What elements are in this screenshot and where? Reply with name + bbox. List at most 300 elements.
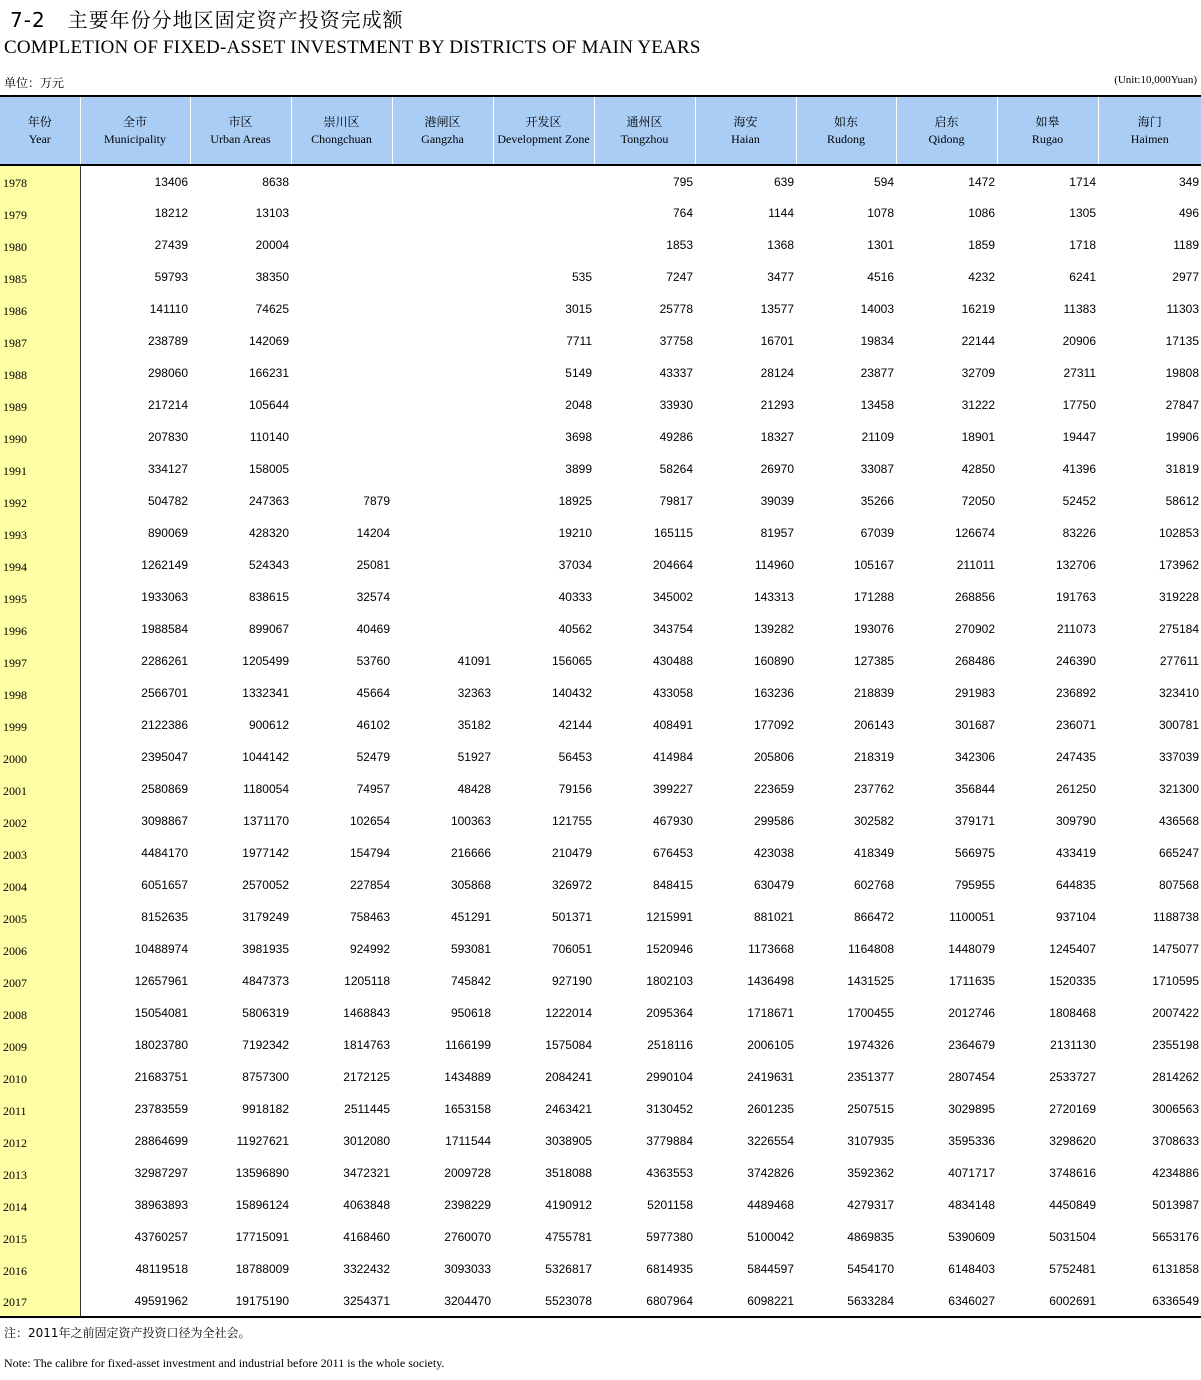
value-cell: 31819 [1165, 462, 1199, 476]
value-cell: 40562 [558, 622, 592, 636]
year-cell: 1993 [0, 517, 80, 549]
value-cell: 1711544 [445, 1134, 491, 1148]
value-cell: 433419 [1055, 846, 1096, 860]
table-row [0, 901, 1201, 933]
year-cell: 2012 [0, 1125, 80, 1157]
value-cell: 758463 [349, 910, 390, 924]
value-cell: 4279317 [847, 1198, 894, 1212]
value-cell [291, 453, 392, 485]
year-cell: 1990 [0, 421, 80, 453]
value-cell: 16219 [961, 302, 995, 316]
value-cell: 1575084 [545, 1038, 592, 1052]
value-cell [392, 517, 493, 549]
value-cell: 6814935 [646, 1262, 693, 1276]
value-cell: 38963893 [134, 1198, 188, 1212]
column-header-en: Municipality [104, 131, 166, 146]
column-header [493, 96, 594, 165]
value-cell: 2398229 [444, 1198, 491, 1212]
value-cell: 4168460 [343, 1230, 390, 1244]
value-cell: 2131130 [1050, 1038, 1096, 1052]
value-cell: 4489468 [747, 1198, 794, 1212]
value-cell: 206143 [853, 718, 894, 732]
value-cell: 6148403 [948, 1262, 995, 1276]
table-row [0, 869, 1201, 901]
value-cell: 3595336 [948, 1134, 995, 1148]
year-cell: 1978 [0, 165, 80, 197]
value-cell: 42144 [558, 718, 592, 732]
value-cell: 1144 [768, 206, 794, 220]
value-cell: 9918182 [242, 1102, 289, 1116]
value-cell: 3698 [565, 430, 592, 444]
value-cell: 5523078 [545, 1293, 592, 1308]
value-cell [392, 261, 493, 293]
year-cell: 2010 [0, 1061, 80, 1093]
value-cell: 18788009 [235, 1262, 289, 1276]
value-cell: 58264 [659, 462, 693, 476]
value-cell: 2566701 [141, 686, 188, 700]
value-cell: 899067 [248, 622, 289, 636]
value-cell: 467930 [652, 814, 693, 828]
value-cell: 5149 [565, 366, 592, 380]
value-cell: 42850 [961, 462, 995, 476]
value-cell: 428320 [248, 526, 289, 540]
value-cell: 4063848 [343, 1198, 390, 1212]
value-cell: 13406 [154, 174, 188, 189]
column-header [190, 96, 291, 165]
value-cell: 2048 [565, 398, 592, 412]
value-cell: 1520335 [1049, 974, 1096, 988]
value-cell: 59793 [154, 270, 188, 284]
value-cell: 7247 [666, 270, 693, 284]
table-row [0, 1221, 1201, 1253]
value-cell: 299586 [753, 814, 794, 828]
table-number: 7-2 [10, 8, 46, 32]
value-cell: 143313 [753, 590, 794, 604]
value-cell: 5390609 [948, 1230, 995, 1244]
column-header-en: Year [28, 131, 51, 146]
value-cell: 21109 [861, 430, 894, 444]
value-cell: 2012746 [948, 1006, 995, 1020]
value-cell: 17715091 [235, 1230, 289, 1244]
value-cell: 19210 [558, 526, 592, 540]
value-cell [392, 197, 493, 229]
value-cell: 3006563 [1152, 1102, 1199, 1116]
value-cell: 2518116 [647, 1038, 693, 1052]
value-cell: 644835 [1055, 878, 1096, 892]
value-cell: 504782 [147, 494, 188, 508]
page-title-cn [10, 4, 404, 33]
value-cell: 5326817 [545, 1262, 592, 1276]
value-cell [493, 165, 594, 197]
value-cell: 23783559 [134, 1102, 188, 1116]
value-cell: 1164808 [848, 942, 894, 956]
value-cell: 334127 [147, 462, 188, 476]
value-cell: 236892 [1055, 686, 1096, 700]
value-cell: 261250 [1055, 782, 1096, 796]
value-cell: 247363 [248, 494, 289, 508]
column-header-en: Haimen [1130, 131, 1169, 146]
year-cell: 2017 [0, 1285, 80, 1317]
value-cell [291, 261, 392, 293]
value-cell: 4847373 [242, 974, 289, 988]
value-cell: 191763 [1055, 590, 1096, 604]
year-cell: 1992 [0, 485, 80, 517]
value-cell: 4071717 [948, 1166, 995, 1180]
value-cell: 211073 [1056, 622, 1096, 636]
table-row [0, 933, 1201, 965]
table-row [0, 1125, 1201, 1157]
value-cell: 1700455 [847, 1006, 894, 1020]
value-cell: 3477 [767, 270, 794, 284]
value-cell [291, 293, 392, 325]
value-cell: 19808 [1165, 366, 1199, 380]
value-cell: 45664 [356, 686, 390, 700]
value-cell: 890069 [147, 526, 188, 540]
value-cell: 3742826 [747, 1166, 794, 1180]
value-cell: 43760257 [134, 1230, 188, 1244]
value-cell: 35182 [457, 718, 491, 732]
value-cell: 81957 [760, 526, 794, 540]
value-cell: 236071 [1055, 718, 1096, 732]
value-cell: 1368 [767, 238, 794, 252]
value-cell [392, 421, 493, 453]
year-cell: 1980 [0, 229, 80, 261]
value-cell: 166231 [248, 366, 289, 380]
value-cell: 337039 [1158, 750, 1199, 764]
value-cell: 4363553 [646, 1166, 693, 1180]
value-cell [392, 229, 493, 261]
value-cell: 53760 [356, 654, 390, 668]
value-cell: 218319 [853, 750, 894, 764]
value-cell: 139282 [753, 622, 794, 636]
value-cell: 2286261 [141, 654, 188, 668]
note-cn: 注：2011年之前固定资产投资口径为全社会。 [4, 1326, 251, 1340]
value-cell: 23877 [860, 366, 894, 380]
value-cell: 408491 [652, 718, 693, 732]
table-body [0, 165, 1201, 1317]
value-cell [392, 357, 493, 389]
value-cell: 26970 [760, 462, 794, 476]
value-cell: 4755781 [545, 1230, 592, 1244]
value-cell: 2533727 [1049, 1070, 1096, 1084]
value-cell: 3748616 [1049, 1166, 1096, 1180]
year-cell: 1998 [0, 677, 80, 709]
value-cell [392, 581, 493, 613]
year-cell: 2013 [0, 1157, 80, 1189]
value-cell: 2419631 [747, 1070, 794, 1084]
year-cell: 1997 [0, 645, 80, 677]
value-cell: 18901 [961, 430, 995, 444]
value-cell: 156065 [551, 654, 592, 668]
value-cell: 43337 [659, 366, 693, 380]
value-cell: 535 [571, 270, 592, 284]
table-row [0, 261, 1201, 293]
value-cell: 5806319 [242, 1006, 289, 1020]
value-cell: 2570052 [242, 878, 289, 892]
value-cell: 132706 [1055, 558, 1096, 572]
year-cell: 2003 [0, 837, 80, 869]
value-cell: 21683751 [134, 1070, 188, 1084]
year-cell: 2001 [0, 773, 80, 805]
value-cell [291, 229, 392, 261]
table-row [0, 1253, 1201, 1285]
value-cell: 866472 [853, 910, 894, 924]
value-cell: 706051 [551, 942, 592, 956]
value-cell: 2507515 [847, 1102, 894, 1116]
value-cell: 5633284 [847, 1293, 894, 1308]
year-cell: 1989 [0, 389, 80, 421]
value-cell: 37034 [558, 558, 592, 572]
value-cell: 3179249 [242, 910, 289, 924]
value-cell: 18925 [558, 494, 592, 508]
column-header [695, 96, 796, 165]
table-row [0, 837, 1201, 869]
value-cell: 1520946 [646, 942, 693, 956]
value-cell: 27439 [154, 238, 188, 252]
value-cell: 349 [1178, 174, 1199, 189]
value-cell: 227854 [349, 878, 390, 892]
value-cell [493, 229, 594, 261]
column-header-cn: 启东 [934, 114, 959, 129]
value-cell: 302582 [853, 814, 894, 828]
value-cell: 154794 [349, 846, 390, 860]
value-cell [291, 357, 392, 389]
value-cell: 6241 [1069, 270, 1096, 284]
value-cell: 1653158 [444, 1102, 491, 1116]
value-cell: 19906 [1165, 430, 1199, 444]
value-cell: 27847 [1165, 398, 1199, 412]
value-cell: 18212 [154, 206, 188, 220]
value-cell: 2351377 [847, 1070, 894, 1084]
value-cell: 3130452 [646, 1102, 693, 1116]
value-cell: 3322432 [343, 1262, 390, 1276]
value-cell: 223659 [753, 782, 794, 796]
value-cell: 160890 [753, 654, 794, 668]
value-cell: 305868 [450, 878, 491, 892]
value-cell: 1718671 [747, 1006, 794, 1020]
value-cell: 1180054 [243, 782, 289, 796]
value-cell: 83226 [1062, 526, 1096, 540]
value-cell: 5454170 [847, 1262, 894, 1276]
value-cell: 142069 [248, 334, 289, 348]
column-header-en: Urban Areas [210, 131, 271, 146]
value-cell: 1710595 [1152, 974, 1199, 988]
year-cell: 1988 [0, 357, 80, 389]
value-cell: 207830 [147, 430, 188, 444]
value-cell [392, 293, 493, 325]
value-cell: 423038 [753, 846, 794, 860]
value-cell: 3981935 [242, 942, 289, 956]
value-cell: 268486 [954, 654, 995, 668]
value-cell: 291983 [954, 686, 995, 700]
value-cell: 433058 [652, 686, 693, 700]
value-cell: 594 [873, 174, 894, 189]
year-cell: 1985 [0, 261, 80, 293]
value-cell: 14003 [860, 302, 894, 316]
value-cell: 4834148 [948, 1198, 995, 1212]
table-row [0, 517, 1201, 549]
value-cell: 275184 [1158, 622, 1199, 636]
value-cell: 2720169 [1049, 1102, 1096, 1116]
value-cell: 33087 [860, 462, 894, 476]
value-cell: 28864699 [134, 1134, 188, 1148]
value-cell: 237762 [853, 782, 894, 796]
value-cell: 1431525 [847, 974, 894, 988]
value-cell: 2580869 [141, 782, 188, 796]
value-cell: 15896124 [235, 1198, 289, 1212]
year-cell: 1979 [0, 197, 80, 229]
value-cell: 639 [773, 174, 794, 189]
value-cell: 524343 [248, 558, 289, 572]
value-cell: 418349 [853, 846, 894, 860]
note-en: Note: The calibre for fixed-asset investment and industrial before 2011 is the whole society. [4, 1356, 445, 1370]
year-cell: 1994 [0, 549, 80, 581]
value-cell: 6807964 [646, 1293, 693, 1308]
value-cell: 6051657 [141, 878, 188, 892]
value-cell [392, 389, 493, 421]
value-cell: 1808468 [1049, 1006, 1096, 1020]
value-cell: 323410 [1158, 686, 1199, 700]
value-cell [291, 325, 392, 357]
value-cell: 74625 [255, 302, 289, 316]
column-header-en: Rugao [1031, 131, 1064, 146]
value-cell: 52452 [1062, 494, 1096, 508]
value-cell: 74957 [356, 782, 390, 796]
value-cell: 4450849 [1049, 1198, 1096, 1212]
value-cell: 745842 [450, 974, 491, 988]
column-header-en: Qidong [928, 131, 965, 146]
table-row [0, 997, 1201, 1029]
value-cell: 8152635 [141, 910, 188, 924]
value-cell: 11927621 [236, 1134, 289, 1148]
value-cell: 2760070 [444, 1230, 491, 1244]
value-cell: 210479 [551, 846, 592, 860]
value-cell: 399227 [652, 782, 693, 796]
unit-label-cn: 单位：万元 [4, 76, 65, 90]
value-cell: 277611 [1159, 654, 1199, 668]
value-cell: 4516 [867, 270, 894, 284]
value-cell [392, 549, 493, 581]
value-cell: 2006105 [747, 1038, 794, 1052]
table-row [0, 165, 1201, 197]
table-row [0, 421, 1201, 453]
value-cell: 501371 [551, 910, 592, 924]
value-cell: 177092 [753, 718, 794, 732]
value-cell: 216666 [450, 846, 491, 860]
value-cell: 19447 [1062, 430, 1096, 444]
value-cell: 795 [672, 174, 693, 189]
value-cell: 268856 [954, 590, 995, 604]
value-cell [392, 453, 493, 485]
value-cell: 3226554 [747, 1134, 794, 1148]
value-cell: 5977380 [646, 1230, 693, 1244]
value-cell: 379171 [954, 814, 995, 828]
value-cell [392, 325, 493, 357]
value-cell: 1166199 [445, 1038, 491, 1052]
value-cell: 838615 [248, 590, 289, 604]
value-cell: 19834 [860, 334, 894, 348]
value-cell: 246390 [1055, 654, 1096, 668]
value-cell: 33930 [659, 398, 693, 412]
value-cell: 3204470 [444, 1293, 491, 1308]
value-cell: 593081 [450, 942, 491, 956]
value-cell [392, 165, 493, 197]
value-cell: 102654 [349, 814, 390, 828]
value-cell: 121755 [551, 814, 592, 828]
column-header-cn: 海安 [733, 114, 758, 129]
value-cell: 1711635 [949, 974, 995, 988]
value-cell: 3298620 [1049, 1134, 1096, 1148]
column-header [1098, 96, 1201, 165]
table-row [0, 965, 1201, 997]
unit-label-en: (Unit:10,000Yuan) [1114, 74, 1197, 86]
column-header [796, 96, 896, 165]
table-row [0, 613, 1201, 645]
column-header [80, 96, 190, 165]
value-cell: 193076 [853, 622, 894, 636]
page-title-en: COMPLETION OF FIXED-ASSET INVESTMENT BY DISTRICTS OF MAIN YEARS [4, 37, 701, 58]
value-cell: 39039 [760, 494, 794, 508]
value-cell: 3779884 [646, 1134, 693, 1148]
value-cell: 6131858 [1152, 1262, 1199, 1276]
table-row [0, 677, 1201, 709]
value-cell: 5031504 [1049, 1230, 1096, 1244]
value-cell: 1205499 [242, 654, 289, 668]
value-cell: 1215991 [646, 910, 693, 924]
table-row [0, 645, 1201, 677]
value-cell: 110140 [249, 430, 289, 444]
value-cell: 807568 [1158, 878, 1199, 892]
value-cell: 3592362 [847, 1166, 894, 1180]
value-cell: 342306 [954, 750, 995, 764]
value-cell: 58612 [1165, 494, 1199, 508]
value-cell: 3254371 [343, 1293, 390, 1308]
value-cell: 32363 [457, 686, 491, 700]
value-cell: 1044142 [242, 750, 289, 764]
value-cell: 1100051 [949, 910, 995, 924]
value-cell: 6336549 [1152, 1293, 1199, 1308]
value-cell: 1222014 [545, 1006, 592, 1020]
column-header-cn: 年份 [27, 114, 52, 129]
value-cell: 1262149 [141, 558, 188, 572]
value-cell: 48119518 [135, 1262, 188, 1276]
table-row [0, 453, 1201, 485]
table-row [0, 1061, 1201, 1093]
table-row [0, 1029, 1201, 1061]
title-cn-text: 主要年份分地区固定资产投资完成额 [67, 8, 404, 32]
value-cell: 49286 [659, 430, 693, 444]
value-cell: 301687 [954, 718, 995, 732]
value-cell: 140432 [551, 686, 592, 700]
value-cell: 22144 [961, 334, 995, 348]
year-cell: 2005 [0, 901, 80, 933]
value-cell: 1434889 [444, 1070, 491, 1084]
header-row [0, 96, 1201, 165]
table-row [0, 325, 1201, 357]
value-cell: 270902 [954, 622, 995, 636]
value-cell: 12657961 [134, 974, 188, 988]
value-cell: 1245407 [1049, 942, 1096, 956]
value-cell: 79817 [659, 494, 693, 508]
value-cell: 51927 [457, 750, 491, 764]
value-cell: 27311 [1063, 366, 1096, 380]
value-cell: 321300 [1158, 782, 1199, 796]
value-cell: 1472 [968, 174, 995, 189]
value-cell: 32709 [961, 366, 995, 380]
value-cell: 764 [672, 206, 693, 220]
value-cell: 4234886 [1152, 1166, 1199, 1180]
year-cell: 2011 [0, 1093, 80, 1125]
